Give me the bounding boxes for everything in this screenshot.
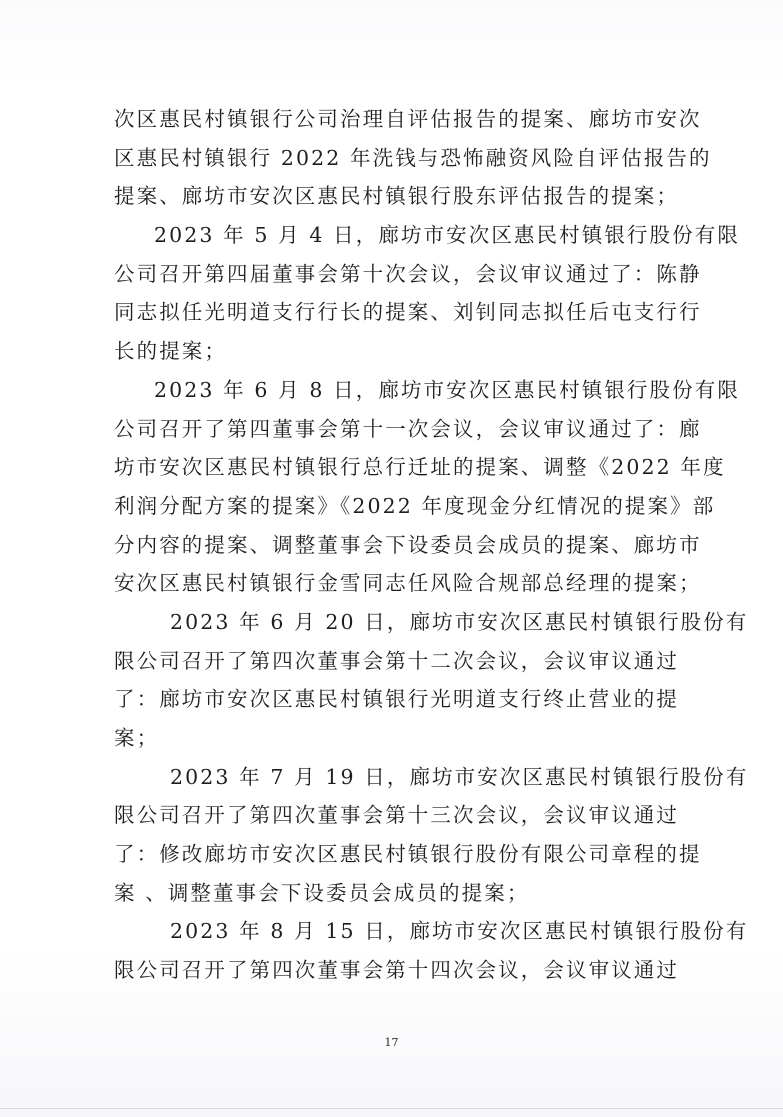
text-line: 区惠民村镇银行 2022 年洗钱与恐怖融资风险自评估报告的 bbox=[114, 145, 712, 170]
text-line: 限公司召开了第四次董事会第十二次会议，会议审议通过 bbox=[114, 648, 679, 673]
text-line: 了：廊坊市安次区惠民村镇银行光明道支行终止营业的提 bbox=[114, 687, 679, 712]
text-line: 坊市安次区惠民村镇银行总行迁址的提案、调整《2022 年度 bbox=[114, 455, 726, 480]
text-line: 次区惠民村镇银行公司治理自评估报告的提案、廊坊市安次 bbox=[114, 107, 702, 131]
text-line: 了：修改廊坊市安次区惠民村镇银行股份有限公司章程的提 bbox=[114, 842, 702, 867]
scan-edge-line bbox=[0, 1108, 783, 1109]
page-number: 17 bbox=[384, 1036, 399, 1049]
text-line: 安次区惠民村镇银行金雪同志任风险合规部总经理的提案； bbox=[114, 571, 702, 596]
text-line: 案 、调整董事会下设委员会成员的提案； bbox=[114, 880, 530, 905]
text-line: 限公司召开了第四次董事会第十四次会议，会议审议通过 bbox=[114, 958, 679, 983]
text-line: 利润分配方案的提案》《2022 年度现金分红情况的提案》部 bbox=[114, 493, 716, 518]
text-line: 限公司召开了第四次董事会第十三次会议，会议审议通过 bbox=[114, 803, 679, 828]
paragraph-start-line: 2023 年 5 月 4 日，廊坊市安次区惠民村镇银行股份有限 bbox=[154, 223, 740, 248]
paragraph-start-line: 2023 年 6 月 8 日，廊坊市安次区惠民村镇银行股份有限 bbox=[154, 377, 740, 402]
paragraph-start-line: 2023 年 8 月 15 日，廊坊市安次区惠民村镇银行股份有 bbox=[170, 919, 749, 944]
body-text bbox=[114, 100, 749, 990]
text-line: 同志拟任光明道支行行长的提案、刘钊同志拟任后屯支行行 bbox=[114, 300, 702, 325]
text-line: 公司召开第四届董事会第十次会议，会议审议通过了：陈静 bbox=[114, 261, 702, 286]
text-line: 案； bbox=[114, 726, 160, 750]
paragraph-start-line: 2023 年 6 月 20 日，廊坊市安次区惠民村镇银行股份有 bbox=[170, 609, 749, 634]
text-line: 提案、廊坊市安次区惠民村镇银行股东评估报告的提案； bbox=[114, 184, 679, 209]
paragraph-start-line: 2023 年 7 月 19 日，廊坊市安次区惠民村镇银行股份有 bbox=[170, 764, 749, 789]
text-line: 分内容的提案、调整董事会下设委员会成员的提案、廊坊市 bbox=[114, 532, 702, 557]
text-line: 公司召开了第四董事会第十一次会议，会议审议通过了：廊 bbox=[114, 416, 702, 441]
text-line: 长的提案； bbox=[114, 339, 227, 364]
